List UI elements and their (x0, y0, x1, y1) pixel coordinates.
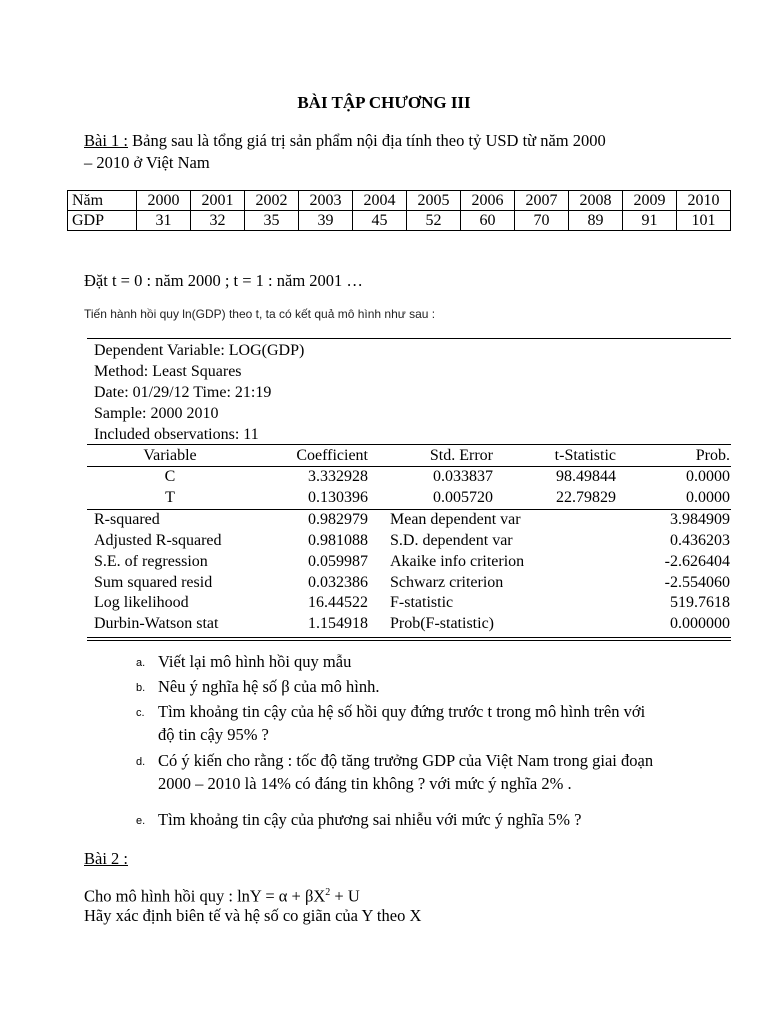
year-cell: 2004 (353, 191, 407, 211)
gdp-cell: 91 (623, 211, 677, 231)
question-label: c. (136, 707, 145, 719)
model-prefix: Cho mô hình hồi quy : lnY = α + βX (84, 886, 326, 906)
eviews-header-line: Dependent Variable: LOG(GDP) (94, 342, 305, 359)
coef-value: 0.130396 (308, 489, 368, 506)
stat-value: 0.032386 (308, 574, 368, 591)
question-text: Tìm khoảng tin cậy của hệ số hồi quy đứng trước t trong mô hình trên với độ tin cậy 95% ? (158, 702, 646, 744)
stat-label: Log likelihood (94, 594, 189, 611)
gdp-cell: 32 (191, 211, 245, 231)
stat-value: -2.554060 (664, 574, 730, 591)
year-header: Năm (68, 191, 137, 211)
gdp-cell: 70 (515, 211, 569, 231)
stat-label: R-squared (94, 511, 160, 528)
stat-value: 0.436203 (670, 532, 730, 549)
eviews-bottom-rule (87, 640, 731, 641)
col-std-error: Std. Error (429, 447, 493, 464)
eviews-rule (87, 444, 731, 445)
eviews-bottom-rule (87, 637, 731, 638)
model-exponent: 2 (325, 887, 331, 898)
gdp-cell: 35 (245, 211, 299, 231)
year-cell: 2000 (137, 191, 191, 211)
stat-label: Adjusted R-squared (94, 532, 222, 549)
bai2-label-text: Bài 2 : (84, 849, 128, 868)
coef-var: C (164, 468, 176, 485)
coef-t: 22.79829 (556, 489, 616, 506)
eviews-top-rule (87, 338, 731, 339)
eviews-header-line: Sample: 2000 2010 (94, 405, 219, 422)
stat-label: S.D. dependent var (390, 532, 513, 549)
year-cell: 2010 (677, 191, 731, 211)
col-coefficient: Coefficient (296, 447, 368, 464)
gdp-header: GDP (68, 211, 137, 231)
stat-label: S.E. of regression (94, 553, 208, 570)
coef-prob: 0.0000 (686, 468, 730, 485)
coef-var: T (165, 489, 175, 506)
eviews-header-line: Date: 01/29/12 Time: 21:19 (94, 384, 272, 401)
question-text: Viết lại mô hình hồi quy mẫu (158, 652, 352, 671)
question-text: Có ý kiến cho rằng : tốc độ tăng trưởng GDP của Việt Nam trong giai đoạn 2000 – 2010 là 14% có đáng tin không ? với mức ý nghĩa 2% . (158, 751, 654, 793)
col-prob: Prob. (695, 447, 730, 464)
eviews-rule (87, 466, 731, 467)
stat-value: 0.981088 (308, 532, 368, 549)
stat-value: 519.7618 (670, 594, 730, 611)
stat-value: 0.059987 (308, 553, 368, 570)
stat-label: Durbin-Watson stat (94, 615, 219, 632)
bai2-model (84, 882, 360, 908)
coef-value: 3.332928 (308, 468, 368, 485)
regression-note: Tiến hành hồi quy ln(GDP) theo t, ta có kết quả mô hình như sau : (84, 307, 436, 321)
bai2-question: Hãy xác định biên tế và hệ số co giãn của Y theo X (84, 906, 422, 925)
stat-label: F-statistic (390, 594, 454, 611)
year-cell: 2003 (299, 191, 353, 211)
question-label: d. (136, 756, 146, 768)
stat-value: 3.984909 (670, 511, 730, 528)
gdp-cell: 101 (677, 211, 731, 231)
gdp-cell: 60 (461, 211, 515, 231)
gdp-cell: 39 (299, 211, 353, 231)
gdp-cell: 45 (353, 211, 407, 231)
page-title: BÀI TẬP CHƯƠNG III (297, 93, 471, 112)
gdp-cell: 31 (137, 211, 191, 231)
eviews-header-line: Method: Least Squares (94, 363, 242, 380)
gdp-cell: 89 (569, 211, 623, 231)
stat-value: 0.000000 (670, 615, 730, 632)
coef-t: 98.49844 (556, 468, 616, 485)
stat-label: Sum squared resid (94, 574, 213, 591)
stat-value: -2.626404 (664, 553, 730, 570)
year-cell: 2008 (569, 191, 623, 211)
bai2-label (84, 848, 128, 870)
stat-label: Akaike info criterion (390, 553, 525, 570)
question-label: a. (136, 657, 146, 669)
gdp-table (67, 190, 731, 231)
stat-value: 0.982979 (308, 511, 368, 528)
question-text: Nêu ý nghĩa hệ số β của mô hình. (158, 677, 380, 696)
t-definition: Đặt t = 0 : năm 2000 ; t = 1 : năm 2001 … (84, 271, 363, 290)
gdp-cell: 52 (407, 211, 461, 231)
bai1-line1: Bảng sau là tổng giá trị sản phẩm nội địa tính theo tỷ USD từ năm 2000 (128, 131, 606, 150)
coef-se: 0.033837 (433, 468, 493, 485)
model-suffix: + U (330, 886, 360, 906)
bai1-text (84, 130, 704, 174)
question-label: e. (136, 815, 146, 827)
bai1-label: Bài 1 : (84, 131, 128, 150)
year-cell: 2001 (191, 191, 245, 211)
gdp-row (68, 211, 731, 231)
year-row (68, 191, 731, 211)
year-cell: 2006 (461, 191, 515, 211)
question-text: Tìm khoảng tin cậy của phương sai nhiễu với mức ý nghĩa 5% ? (158, 810, 582, 829)
bai1-line2: – 2010 ở Việt Nam (84, 153, 210, 172)
stat-value: 16.44522 (308, 594, 368, 611)
coef-prob: 0.0000 (686, 489, 730, 506)
coef-se: 0.005720 (433, 489, 493, 506)
col-t-statistic: t-Statistic (554, 447, 616, 464)
question-label: b. (136, 682, 146, 694)
stat-label: Prob(F-statistic) (390, 615, 494, 632)
year-cell: 2007 (515, 191, 569, 211)
year-cell: 2002 (245, 191, 299, 211)
eviews-header-line: Included observations: 11 (94, 426, 259, 443)
stat-label: Schwarz criterion (390, 574, 504, 591)
stat-value: 1.154918 (308, 615, 368, 632)
year-cell: 2005 (407, 191, 461, 211)
year-cell: 2009 (623, 191, 677, 211)
eviews-rule (87, 509, 731, 510)
stat-label: Mean dependent var (390, 511, 521, 528)
col-variable: Variable (143, 447, 197, 464)
